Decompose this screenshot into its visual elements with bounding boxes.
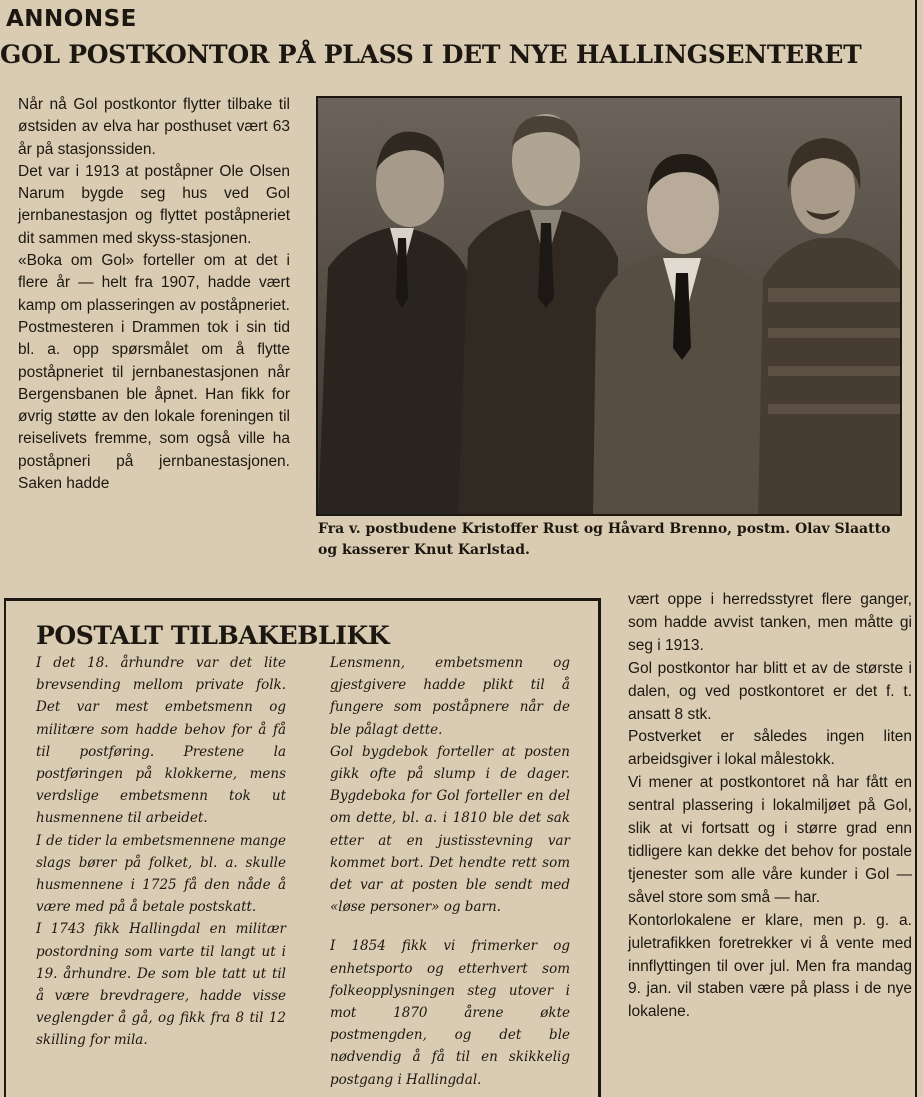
continuation-paragraph: Kontorlokalene er klare, men p. g. a. juletrafikken foretrekker vi å vente med innflyttingen til over jul. Men fra mandag 9. jan. vil staben være på plass i de nye lokalene. — [628, 911, 912, 1021]
sidebar-column-right — [330, 652, 570, 1091]
photo-caption: Fra v. postbudene Kristoffer Rust og Håvard Brenno, postm. Olav Slaatto og kasserer Knut Karlstad. — [318, 521, 891, 558]
sidebar-box-title: POSTALT TILBAKEBLIKK — [36, 621, 390, 650]
intro-paragraph: «Boka om Gol» forteller om at det i flere år — helt fra 1907, hadde vært kamp om plasseringen av poståpneriet. Postmesteren i Drammen tok i sin tid bl. a. opp spørsmålet om å flytte poståpneriet til jernbanestasjonen når Bergensbanen ble åpnet. Han fikk for øvrig støtte av den lokale foreningen til reiselivets fremme, som også ville ha poståpneri på jernbanestasjonen. Saken hadde — [18, 252, 290, 493]
kicker-label: ANNONSE — [6, 6, 137, 32]
continuation-paragraph: vært oppe i herredsstyret flere ganger, som hadde avvist tanken, men måtte gi seg i 1913. — [628, 591, 912, 654]
continuation-column — [628, 589, 912, 1024]
sidebar-paragraph: I det 18. århundre var det lite brevsending mellom private folk. Det var mest embetsmenn og militære som hadde behov for å få til postføring. Prestene la postføringen på klokkerne, mens verdslige embetsmenn tok ut husmennene til arbeidet. — [36, 655, 286, 827]
continuation-paragraph: Vi mener at postkontoret nå har fått en sentral plassering i lokalmiljøet på Gol, slik at vi fortsatt og i større grad enn tidligere kan dekke det behov for postale tjenester som alle våre kunder i Gol — såvel store som små — har. — [628, 774, 912, 906]
sidebar-paragraph: Gol bygdebok forteller at posten gikk ofte på slump i de dager. Bygdeboka for Gol forteller en del om dette, bl. a. i 1810 ble det sak etter at en justisstevning var kommet bort. Det hendte rett som det var at posten ble sendt med «løse personer» og barn. — [330, 743, 570, 916]
sidebar-paragraph: I de tider la embetsmennene mange slags bører på folket, bl. a. skulle husmennene i 1725 få den nåde å være med på å betale postskatt. — [36, 832, 286, 916]
continuation-paragraph: Postverket er således ingen liten arbeidsgiver i lokal målestokk. — [628, 728, 912, 769]
intro-paragraph: Det var i 1913 at poståpner Ole Olsen Narum bygde seg hus ved Gol jernbanestasjon og flyttet poståpneriet dit sammen med skyss-stasjonen. — [18, 162, 290, 247]
sidebar-paragraph: Lensmenn, embetsmenn og gjestgivere hadde plikt til å fungere som poståpnere når de ble pålagt dette. — [330, 655, 570, 738]
intro-paragraph: Når nå Gol postkontor flytter tilbake til østsiden av elva har posthuset vært 63 år på stasjonssiden. — [18, 96, 290, 158]
sidebar-paragraph: I 1743 fikk Hallingdal en militær postordning som varte til langt ut i 19. århundre. De som ble tatt ut til å være brevdragere, hadde visse veglengder å gå, og fikk fra 8 til 12 skilling for mila. — [36, 921, 286, 1049]
continuation-paragraph: Gol postkontor har blitt et av de største i dalen, og ved postkontoret er det f. t. ansatt 8 stk. — [628, 659, 912, 723]
staff-photo — [316, 96, 902, 516]
column-rule — [915, 0, 917, 1097]
intro-column — [18, 94, 290, 495]
headline: GOL POSTKONTOR PÅ PLASS I DET NYE HALLINGSENTERET — [0, 40, 862, 69]
sidebar-paragraph: I 1854 fikk vi frimerker og enhetsporto og etterhvert som folkeopplysningen steg utover i mot 1870 årene økte postmengden, og det ble nødvendig å få til en skikkelig postgang i Hallingdal. — [330, 938, 570, 1088]
sidebar-column-left — [36, 652, 286, 1052]
